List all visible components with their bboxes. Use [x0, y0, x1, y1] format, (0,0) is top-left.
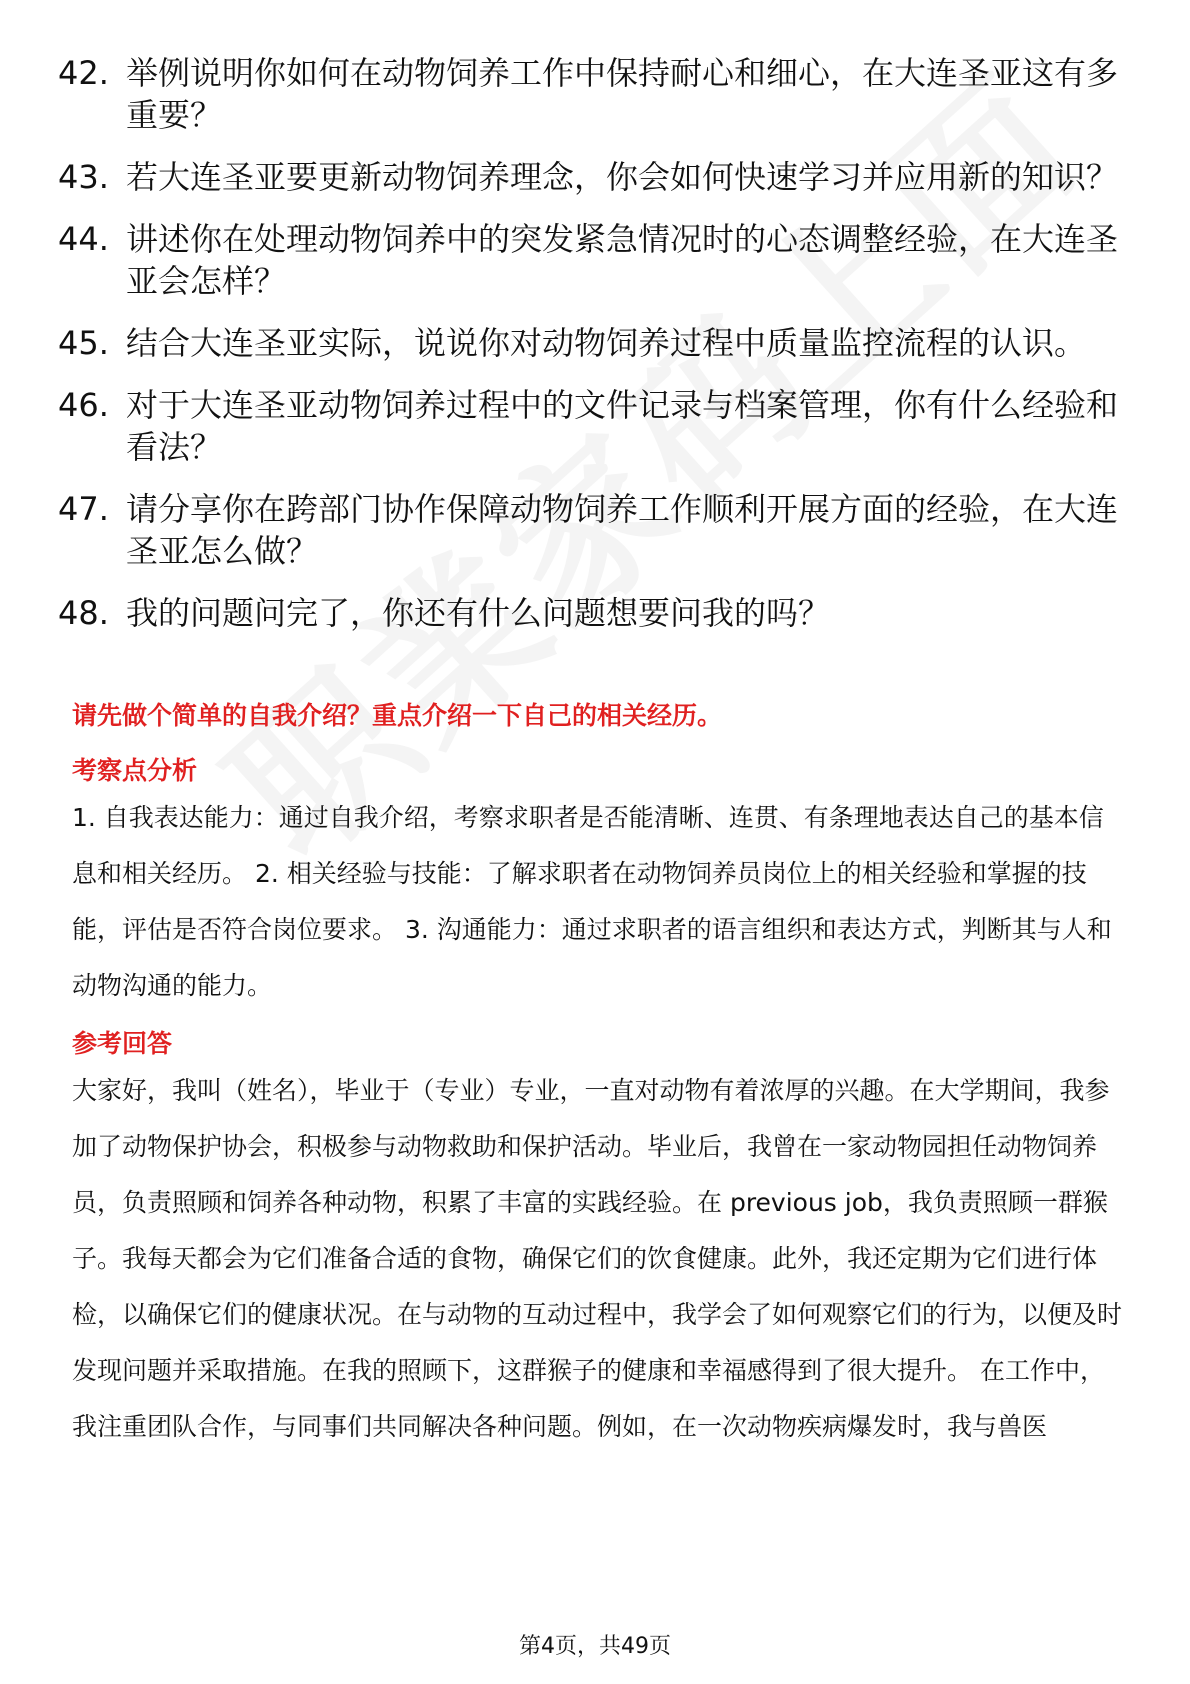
list-item: [58, 384, 1138, 468]
question-text: 我的问题问完了，你还有什么问题想要问我的吗？: [126, 594, 831, 632]
answer-paragraph: 大家好，我叫（姓名），毕业于（专业）专业，一直对动物有着浓厚的兴趣。在大学期间，我参加了动物保护协会，积极参与动物救助和保护活动。毕业后，我曾在一家动物园担任动物饲养员，负责照顾和饲养各种动物，积累了丰富的实践经验。在 previous job，我负责照顾一群猴子。我每天都会为它们准备合适的食物，确保它们的饮食健康。此外，我还定期为它们进行体检，以确保它们的健康状况。在与动物的互动过程中，我学会了如何观察它们的行为，以便及时发现问题并采取措施。在我的照顾下，这群猴子的健康和幸福感得到了很大提升。 在工作中，我注重团队合作，与同事们共同解决各种问题。例如，在一次动物疾病爆发时，我与兽医: [72, 1076, 1123, 1441]
list-item: [58, 592, 1138, 634]
question-number: 47.: [58, 490, 109, 528]
analysis-paragraph: 1. 自我表达能力：通过自我介绍，考察求职者是否能清晰、连贯、有条理地表达自己的基本信息和相关经历。 2. 相关经验与技能：了解求职者在动物饲养员岗位上的相关经验和掌握的技能，评估是否符合岗位要求。 3. 沟通能力：通过求职者的语言组织和表达方式，判断其与人和动物沟通的能力。: [72, 803, 1112, 1000]
list-item: [58, 52, 1138, 136]
question-text: 结合大连圣亚实际，说说你对动物饲养过程中质量监控流程的认识。: [126, 324, 1087, 362]
list-item: [58, 218, 1138, 302]
question-text: 对于大连圣亚动物饲养过程中的文件记录与档案管理，你有什么经验和看法？: [126, 386, 1119, 466]
section-question-heading: 请先做个简单的自我介绍？重点介绍一下自己的相关经历。: [72, 701, 723, 730]
question-number: 46.: [58, 386, 109, 424]
question-number: 43.: [58, 158, 109, 196]
list-item: [58, 322, 1138, 364]
question-text: 举例说明你如何在动物饲养工作中保持耐心和细心，在大连圣亚这有多重要？: [126, 54, 1119, 134]
analysis-heading: 考察点分析: [72, 756, 198, 785]
question-text: 请分享你在跨部门协作保障动物饲养工作顺利开展方面的经验，在大连圣亚怎么做？: [126, 490, 1119, 570]
page-footer: 第4页，共49页: [519, 1634, 671, 1659]
list-item: [58, 156, 1138, 198]
question-number: 45.: [58, 324, 109, 362]
question-number: 44.: [58, 220, 109, 258]
answer-heading: 参考回答: [72, 1029, 173, 1058]
question-number: 42.: [58, 54, 109, 92]
question-number: 48.: [58, 594, 109, 632]
question-list: [58, 52, 1138, 654]
list-item: [58, 488, 1138, 572]
question-text: 讲述你在处理动物饲养中的突发紧急情况时的心态调整经验，在大连圣亚会怎样？: [126, 220, 1119, 300]
question-text: 若大连圣亚要更新动物饲养理念，你会如何快速学习并应用新的知识？: [126, 158, 1119, 196]
